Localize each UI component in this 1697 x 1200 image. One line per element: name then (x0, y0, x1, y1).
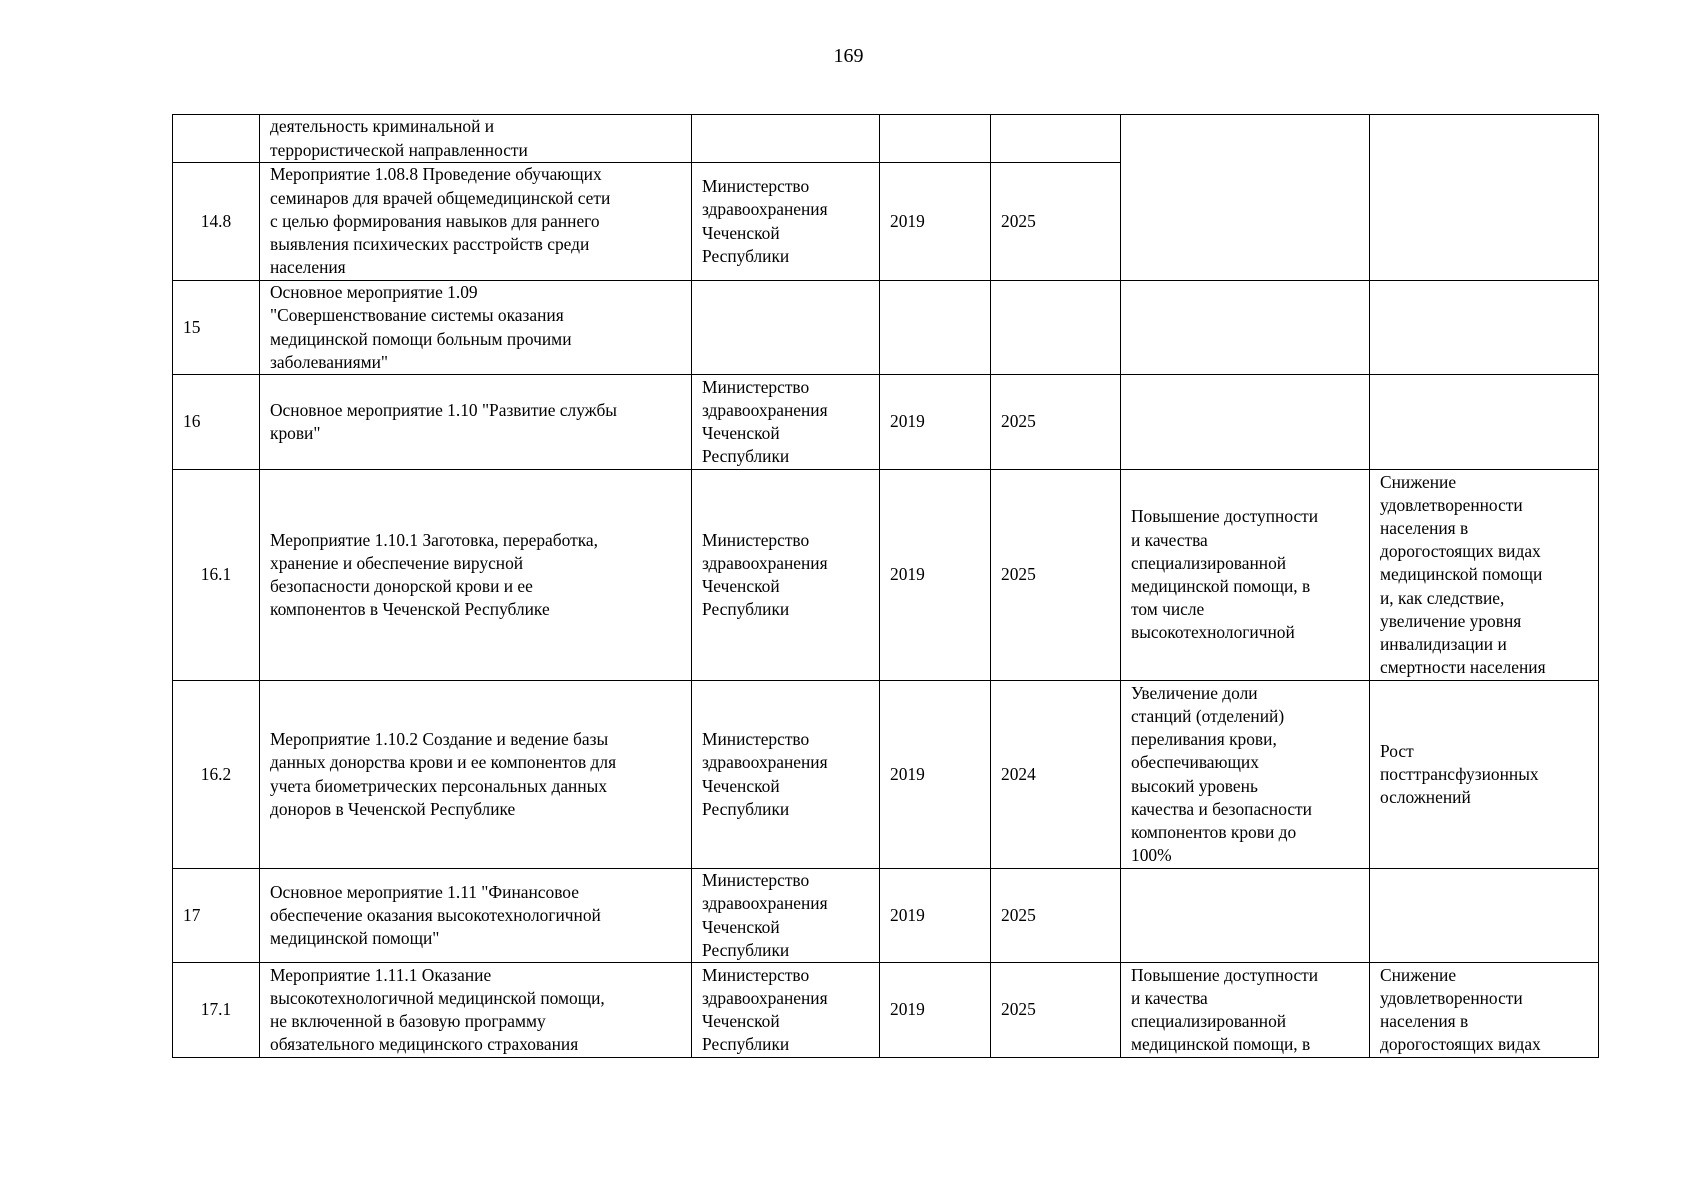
page-number: 169 (833, 45, 864, 67)
row-number-cell (173, 115, 260, 163)
row-number-cell: 17 (173, 869, 260, 963)
executor-cell (692, 281, 880, 375)
executor-cell: Министерство здравоохранения Чеченской Республики (692, 375, 880, 470)
start-year-cell: 2019 (880, 681, 991, 869)
table-row (173, 375, 1599, 470)
consequence-cell (1370, 869, 1599, 963)
consequence-cell (1370, 375, 1599, 470)
table-row (173, 281, 1599, 375)
activity-name-cell: Мероприятие 1.08.8 Проведение обучающих семинаров для врачей общемедицинской сети с целью формирования навыков для раннего выявления психических расстройств среди населения (260, 163, 692, 281)
start-year-cell (880, 115, 991, 163)
table-row (173, 869, 1599, 963)
start-year-cell: 2019 (880, 470, 991, 681)
row-number-cell: 14.8 (173, 163, 260, 281)
start-year-cell: 2019 (880, 869, 991, 963)
table-row (173, 681, 1599, 869)
activity-name-cell: Основное мероприятие 1.09 "Совершенствование системы оказания медицинской помощи больным прочими заболеваниями" (260, 281, 692, 375)
end-year-cell: 2024 (991, 681, 1121, 869)
row-number-cell: 15 (173, 281, 260, 375)
executor-cell: Министерство здравоохранения Чеченской Республики (692, 470, 880, 681)
result-cell (1121, 869, 1370, 963)
start-year-cell: 2019 (880, 163, 991, 281)
end-year-cell: 2025 (991, 163, 1121, 281)
result-cell: Повышение доступности и качества специализированной медицинской помощи, в (1121, 963, 1370, 1058)
activity-name-cell: Основное мероприятие 1.10 "Развитие службы крови" (260, 375, 692, 470)
consequence-cell (1370, 281, 1599, 375)
consequence-cell: Снижение удовлетворенности населения в дорогостоящих видах (1370, 963, 1599, 1058)
end-year-cell: 2025 (991, 470, 1121, 681)
activity-name-cell: Мероприятие 1.10.1 Заготовка, переработка, хранение и обеспечение вирусной безопасности донорской крови и ее компонентов в Чеченской Республике (260, 470, 692, 681)
end-year-cell (991, 115, 1121, 163)
result-cell: Повышение доступности и качества специализированной медицинской помощи, в том числе высокотехнологичной (1121, 470, 1370, 681)
consequence-cell (1370, 115, 1599, 281)
row-number-cell: 16 (173, 375, 260, 470)
result-cell (1121, 115, 1370, 281)
row-number-cell: 16.2 (173, 681, 260, 869)
executor-cell: Министерство здравоохранения Чеченской Республики (692, 163, 880, 281)
activities-table (172, 114, 1599, 1058)
activity-name-cell: деятельность криминальной и террористической направленности (260, 115, 692, 163)
table-row (173, 963, 1599, 1058)
consequence-cell: Снижение удовлетворенности населения в дорогостоящих видах медицинской помощи и, как следствие, увеличение уровня инвалидизации и смертности населения (1370, 470, 1599, 681)
end-year-cell: 2025 (991, 375, 1121, 470)
consequence-cell: Рост посттрансфузионных осложнений (1370, 681, 1599, 869)
end-year-cell: 2025 (991, 869, 1121, 963)
executor-cell: Министерство здравоохранения Чеченской Республики (692, 681, 880, 869)
executor-cell (692, 115, 880, 163)
result-cell (1121, 375, 1370, 470)
row-number-cell: 17.1 (173, 963, 260, 1058)
end-year-cell: 2025 (991, 963, 1121, 1058)
table-row (173, 115, 1599, 163)
start-year-cell: 2019 (880, 375, 991, 470)
end-year-cell (991, 281, 1121, 375)
start-year-cell (880, 281, 991, 375)
activity-name-cell: Основное мероприятие 1.11 "Финансовое обеспечение оказания высокотехнологичной медицинской помощи" (260, 869, 692, 963)
executor-cell: Министерство здравоохранения Чеченской Республики (692, 869, 880, 963)
result-cell: Увеличение доли станций (отделений) переливания крови, обеспечивающих высокий уровень качества и безопасности компонентов крови до 100% (1121, 681, 1370, 869)
table-row (173, 470, 1599, 681)
activity-name-cell: Мероприятие 1.11.1 Оказание высокотехнологичной медицинской помощи, не включенной в базовую программу обязательного медицинского страхования (260, 963, 692, 1058)
activity-name-cell: Мероприятие 1.10.2 Создание и ведение базы данных донорства крови и ее компонентов для учета биометрических персональных данных доноров в Чеченской Республике (260, 681, 692, 869)
executor-cell: Министерство здравоохранения Чеченской Республики (692, 963, 880, 1058)
row-number-cell: 16.1 (173, 470, 260, 681)
result-cell (1121, 281, 1370, 375)
start-year-cell: 2019 (880, 963, 991, 1058)
